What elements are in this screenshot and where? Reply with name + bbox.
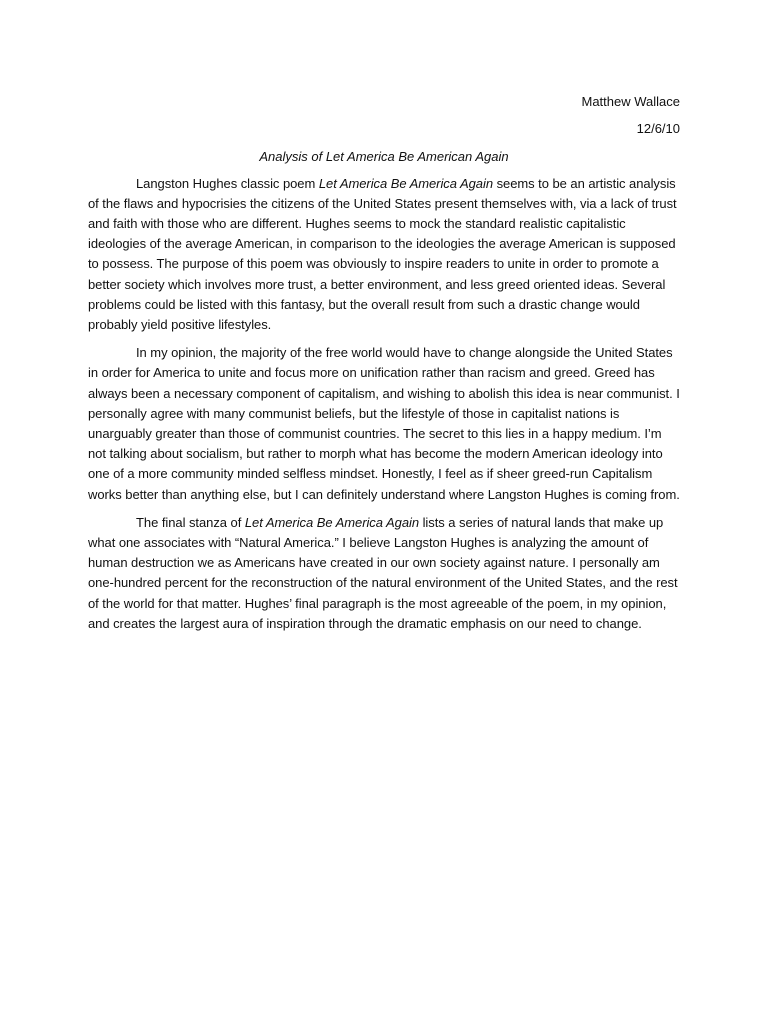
poem-title-reference: Let America Be America Again bbox=[244, 514, 420, 530]
paragraph-1-intro: Langston Hughes classic poem bbox=[136, 175, 319, 191]
document-page bbox=[88, 92, 680, 634]
poem-title-reference: Let America Be America Again bbox=[318, 175, 494, 191]
paragraph-2: In my opinion, the majority of the free world would have to change alongside the United States in order for America to unite and focus more on unification rather than racism and greed. Greed has always been a necessary component of capitalism, and wishing to abolish this idea is near communist. I personally agree with many communist beliefs, but the lifestyle of those in capitalist nations is unarguably greater than those of communist countries. The secret to this lies in a happy medium. I’m not talking about socialism, but rather to morph what has become the modern American ideology into one of a more community minded selfless mindset. Honestly, I feel as if sheer greed-run Capitalism works better than anything else, but I can definitely understand where Langston Hughes is coming from. bbox=[88, 345, 680, 502]
paragraph-1-body: seems to be an artistic analysis of the flaws and hypocrisies the citizens of the United States present themselves with, via a lack of trust and faith with those who are different. Hughes seems to mock the standard realistic capitalistic ideologies of the average American, in comparison to the ideologies the average American is supposed to possess. The purpose of this poem was obviously to inspire readers to unite in order to promote a better society which involves more trust, a better environment, and less greed oriented ideas. Several problems could be listed with this fantasy, but the overall result from such a drastic change would probably yield positive lifestyles. bbox=[88, 175, 677, 333]
author-name: Matthew Wallace bbox=[581, 94, 680, 109]
document-title: Analysis of Let America Be American Again bbox=[259, 149, 509, 165]
paragraph-3 bbox=[88, 513, 680, 634]
paragraph-3-intro: The final stanza of bbox=[136, 514, 245, 530]
paragraph-1 bbox=[88, 174, 680, 336]
paragraph-3-body: lists a series of natural lands that make up what one associates with “Natural America.” I believe Langston Hughes is analyzing the amount of human destruction we as Americans have created in our own society against nature. I personally am one-hundred percent for the reconstruction of the natural environment of the United States, and the rest of the world for that matter. Hughes’ final paragraph is the most agreeable of the poem, in my opinion, and creates the largest aura of inspiration through the dramatic emphasis on our need to change. bbox=[88, 514, 678, 631]
document-date: 12/6/10 bbox=[636, 121, 680, 137]
